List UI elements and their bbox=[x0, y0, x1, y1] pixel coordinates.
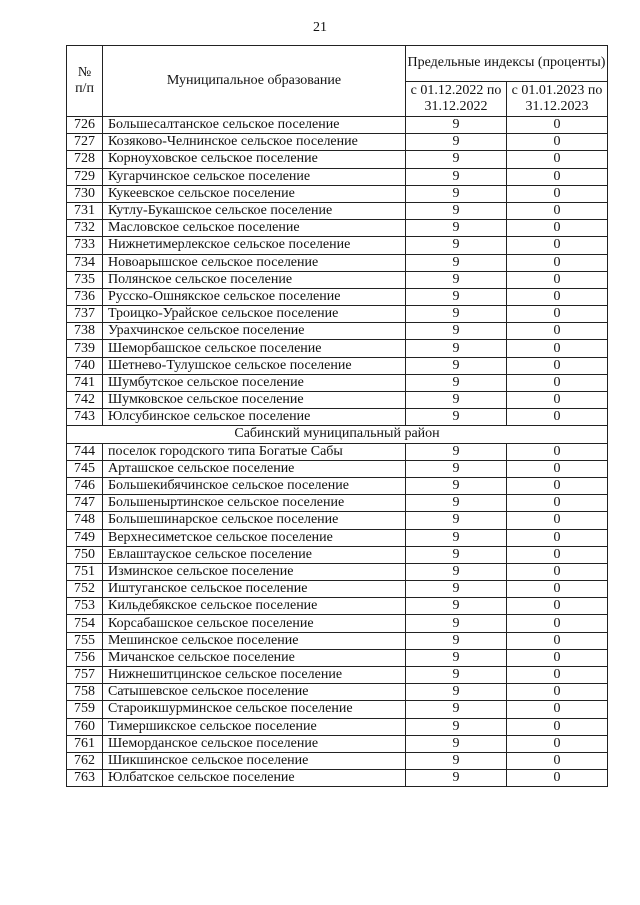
row-municipality: Шумбутское сельское поселение bbox=[103, 374, 406, 391]
row-municipality: Сатышевское сельское поселение bbox=[103, 684, 406, 701]
row-municipality: Шумковское сельское поселение bbox=[103, 392, 406, 409]
row-value-period-2: 0 bbox=[507, 202, 608, 219]
row-number: 763 bbox=[67, 770, 103, 787]
row-municipality: Шикшинское сельское поселение bbox=[103, 752, 406, 769]
row-value-period-2: 0 bbox=[507, 649, 608, 666]
table-row bbox=[67, 323, 608, 340]
row-number: 746 bbox=[67, 477, 103, 494]
row-value-period-1: 9 bbox=[406, 134, 507, 151]
table-row bbox=[67, 185, 608, 202]
row-municipality: Корноуховское сельское поселение bbox=[103, 151, 406, 168]
row-value-period-2: 0 bbox=[507, 615, 608, 632]
row-value-period-2: 0 bbox=[507, 546, 608, 563]
row-value-period-1: 9 bbox=[406, 701, 507, 718]
row-value-period-2: 0 bbox=[507, 581, 608, 598]
row-number: 726 bbox=[67, 117, 103, 134]
row-municipality: Мешинское сельское поселение bbox=[103, 632, 406, 649]
row-value-period-2: 0 bbox=[507, 168, 608, 185]
row-value-period-1: 9 bbox=[406, 220, 507, 237]
table-row bbox=[67, 598, 608, 615]
table-row bbox=[67, 649, 608, 666]
header-col-no: № п/п bbox=[67, 46, 103, 117]
row-value-period-1: 9 bbox=[406, 168, 507, 185]
row-value-period-1: 9 bbox=[406, 735, 507, 752]
row-municipality: Большекибячинское сельское поселение bbox=[103, 477, 406, 494]
row-value-period-1: 9 bbox=[406, 563, 507, 580]
row-municipality: Большеныртинское сельское поселение bbox=[103, 495, 406, 512]
table-row bbox=[67, 667, 608, 684]
row-number: 760 bbox=[67, 718, 103, 735]
table-row bbox=[67, 752, 608, 769]
table-row bbox=[67, 615, 608, 632]
table-row bbox=[67, 220, 608, 237]
table-row bbox=[67, 134, 608, 151]
row-number: 744 bbox=[67, 443, 103, 460]
row-municipality: Кильдебякское сельское поселение bbox=[103, 598, 406, 615]
row-value-period-2: 0 bbox=[507, 460, 608, 477]
row-municipality: Евлаштауское сельское поселение bbox=[103, 546, 406, 563]
row-number: 732 bbox=[67, 220, 103, 237]
row-value-period-1: 9 bbox=[406, 443, 507, 460]
table-row bbox=[67, 770, 608, 787]
row-number: 754 bbox=[67, 615, 103, 632]
row-value-period-1: 9 bbox=[406, 512, 507, 529]
row-municipality: Шеморданское сельское поселение bbox=[103, 735, 406, 752]
table-row bbox=[67, 460, 608, 477]
table-row bbox=[67, 151, 608, 168]
row-municipality: Масловское сельское поселение bbox=[103, 220, 406, 237]
row-value-period-2: 0 bbox=[507, 563, 608, 580]
row-number: 731 bbox=[67, 202, 103, 219]
header-col-limit-indices: Предельные индексы (проценты) bbox=[406, 46, 608, 82]
row-number: 748 bbox=[67, 512, 103, 529]
row-value-period-1: 9 bbox=[406, 306, 507, 323]
table-row bbox=[67, 254, 608, 271]
row-municipality: Корсабашское сельское поселение bbox=[103, 615, 406, 632]
header-col-period-1: с 01.12.2022 по 31.12.2022 bbox=[406, 81, 507, 117]
row-value-period-2: 0 bbox=[507, 306, 608, 323]
row-number: 753 bbox=[67, 598, 103, 615]
row-number: 761 bbox=[67, 735, 103, 752]
table-row bbox=[67, 546, 608, 563]
row-value-period-2: 0 bbox=[507, 340, 608, 357]
row-number: 758 bbox=[67, 684, 103, 701]
row-value-period-1: 9 bbox=[406, 546, 507, 563]
row-number: 737 bbox=[67, 306, 103, 323]
row-value-period-2: 0 bbox=[507, 701, 608, 718]
row-value-period-2: 0 bbox=[507, 684, 608, 701]
row-municipality: Шетнево-Тулушское сельское поселение bbox=[103, 357, 406, 374]
row-municipality: Юлбатское сельское поселение bbox=[103, 770, 406, 787]
row-value-period-1: 9 bbox=[406, 529, 507, 546]
row-number: 727 bbox=[67, 134, 103, 151]
row-value-period-1: 9 bbox=[406, 770, 507, 787]
row-value-period-1: 9 bbox=[406, 598, 507, 615]
row-number: 738 bbox=[67, 323, 103, 340]
row-value-period-1: 9 bbox=[406, 460, 507, 477]
row-number: 752 bbox=[67, 581, 103, 598]
table-row bbox=[67, 632, 608, 649]
row-value-period-2: 0 bbox=[507, 117, 608, 134]
table-body bbox=[67, 46, 608, 787]
row-number: 733 bbox=[67, 237, 103, 254]
table-row bbox=[67, 117, 608, 134]
row-municipality: Русско-Ошнякское сельское поселение bbox=[103, 288, 406, 305]
row-value-period-1: 9 bbox=[406, 684, 507, 701]
row-value-period-1: 9 bbox=[406, 374, 507, 391]
row-municipality: Тимершикское сельское поселение bbox=[103, 718, 406, 735]
table-row bbox=[67, 443, 608, 460]
table-row bbox=[67, 237, 608, 254]
header-col-municipality: Муниципальное образование bbox=[103, 46, 406, 117]
row-value-period-2: 0 bbox=[507, 770, 608, 787]
row-value-period-1: 9 bbox=[406, 271, 507, 288]
row-value-period-2: 0 bbox=[507, 288, 608, 305]
table-row bbox=[67, 581, 608, 598]
row-number: 745 bbox=[67, 460, 103, 477]
row-value-period-2: 0 bbox=[507, 323, 608, 340]
row-value-period-2: 0 bbox=[507, 374, 608, 391]
table-row bbox=[67, 529, 608, 546]
row-value-period-2: 0 bbox=[507, 598, 608, 615]
section-title: Сабинский муниципальный район bbox=[67, 426, 608, 443]
row-municipality: Нижнешитцинское сельское поселение bbox=[103, 667, 406, 684]
table-row bbox=[67, 563, 608, 580]
row-value-period-1: 9 bbox=[406, 392, 507, 409]
row-value-period-2: 0 bbox=[507, 185, 608, 202]
table-row bbox=[67, 735, 608, 752]
row-number: 747 bbox=[67, 495, 103, 512]
row-value-period-2: 0 bbox=[507, 220, 608, 237]
header-col-period-2: с 01.01.2023 по 31.12.2023 bbox=[507, 81, 608, 117]
table-row bbox=[67, 288, 608, 305]
row-municipality: Большесалтанское сельское поселение bbox=[103, 117, 406, 134]
row-number: 729 bbox=[67, 168, 103, 185]
table-row bbox=[67, 271, 608, 288]
row-municipality: Новоарышское сельское поселение bbox=[103, 254, 406, 271]
row-value-period-1: 9 bbox=[406, 615, 507, 632]
table-row bbox=[67, 168, 608, 185]
row-value-period-1: 9 bbox=[406, 752, 507, 769]
table-row bbox=[67, 306, 608, 323]
row-value-period-1: 9 bbox=[406, 254, 507, 271]
row-value-period-2: 0 bbox=[507, 632, 608, 649]
row-number: 740 bbox=[67, 357, 103, 374]
row-value-period-1: 9 bbox=[406, 477, 507, 494]
row-value-period-1: 9 bbox=[406, 495, 507, 512]
row-municipality: Кугарчинское сельское поселение bbox=[103, 168, 406, 185]
row-value-period-2: 0 bbox=[507, 443, 608, 460]
row-value-period-2: 0 bbox=[507, 271, 608, 288]
limit-indices-table bbox=[66, 45, 608, 787]
row-municipality: Изминское сельское поселение bbox=[103, 563, 406, 580]
row-number: 759 bbox=[67, 701, 103, 718]
table-row bbox=[67, 202, 608, 219]
row-value-period-1: 9 bbox=[406, 237, 507, 254]
row-number: 750 bbox=[67, 546, 103, 563]
row-municipality: Староикшурминское сельское поселение bbox=[103, 701, 406, 718]
row-number: 755 bbox=[67, 632, 103, 649]
row-value-period-2: 0 bbox=[507, 512, 608, 529]
row-value-period-1: 9 bbox=[406, 202, 507, 219]
row-value-period-2: 0 bbox=[507, 529, 608, 546]
row-value-period-2: 0 bbox=[507, 237, 608, 254]
row-value-period-1: 9 bbox=[406, 117, 507, 134]
row-value-period-2: 0 bbox=[507, 735, 608, 752]
row-value-period-2: 0 bbox=[507, 718, 608, 735]
row-value-period-1: 9 bbox=[406, 323, 507, 340]
row-value-period-2: 0 bbox=[507, 254, 608, 271]
row-municipality: Большешинарское сельское поселение bbox=[103, 512, 406, 529]
row-municipality: Арташское сельское поселение bbox=[103, 460, 406, 477]
row-value-period-1: 9 bbox=[406, 357, 507, 374]
row-number: 736 bbox=[67, 288, 103, 305]
row-value-period-1: 9 bbox=[406, 667, 507, 684]
row-value-period-1: 9 bbox=[406, 340, 507, 357]
row-value-period-2: 0 bbox=[507, 392, 608, 409]
table-row bbox=[67, 684, 608, 701]
row-value-period-2: 0 bbox=[507, 667, 608, 684]
row-value-period-1: 9 bbox=[406, 288, 507, 305]
row-number: 742 bbox=[67, 392, 103, 409]
row-number: 741 bbox=[67, 374, 103, 391]
row-municipality: Иштуганское сельское поселение bbox=[103, 581, 406, 598]
row-municipality: Урахчинское сельское поселение bbox=[103, 323, 406, 340]
table-row bbox=[67, 495, 608, 512]
row-municipality: Кукеевское сельское поселение bbox=[103, 185, 406, 202]
row-value-period-1: 9 bbox=[406, 581, 507, 598]
row-value-period-1: 9 bbox=[406, 185, 507, 202]
row-municipality: Шеморбашское сельское поселение bbox=[103, 340, 406, 357]
page-number: 21 bbox=[313, 20, 327, 35]
row-number: 743 bbox=[67, 409, 103, 426]
row-number: 749 bbox=[67, 529, 103, 546]
row-number: 739 bbox=[67, 340, 103, 357]
row-value-period-2: 0 bbox=[507, 134, 608, 151]
row-number: 735 bbox=[67, 271, 103, 288]
row-value-period-2: 0 bbox=[507, 752, 608, 769]
row-municipality: Кутлу-Букашское сельское поселение bbox=[103, 202, 406, 219]
table-row bbox=[67, 718, 608, 735]
row-number: 730 bbox=[67, 185, 103, 202]
row-value-period-2: 0 bbox=[507, 495, 608, 512]
row-municipality: поселок городского типа Богатые Сабы bbox=[103, 443, 406, 460]
row-number: 728 bbox=[67, 151, 103, 168]
row-value-period-2: 0 bbox=[507, 357, 608, 374]
header-row-1 bbox=[67, 46, 608, 82]
row-number: 751 bbox=[67, 563, 103, 580]
table-row bbox=[67, 512, 608, 529]
table-row bbox=[67, 357, 608, 374]
table-row bbox=[67, 340, 608, 357]
row-municipality: Полянское сельское поселение bbox=[103, 271, 406, 288]
row-number: 756 bbox=[67, 649, 103, 666]
row-value-period-2: 0 bbox=[507, 409, 608, 426]
row-value-period-1: 9 bbox=[406, 151, 507, 168]
row-municipality: Мичанское сельское поселение bbox=[103, 649, 406, 666]
table-row bbox=[67, 409, 608, 426]
row-municipality: Верхнесиметское сельское поселение bbox=[103, 529, 406, 546]
row-municipality: Козяково-Челнинское сельское поселение bbox=[103, 134, 406, 151]
row-value-period-2: 0 bbox=[507, 151, 608, 168]
row-value-period-2: 0 bbox=[507, 477, 608, 494]
row-municipality: Нижнетимерлекское сельское поселение bbox=[103, 237, 406, 254]
row-value-period-1: 9 bbox=[406, 632, 507, 649]
table-row bbox=[67, 477, 608, 494]
table-row bbox=[67, 701, 608, 718]
row-value-period-1: 9 bbox=[406, 718, 507, 735]
row-value-period-1: 9 bbox=[406, 649, 507, 666]
row-number: 757 bbox=[67, 667, 103, 684]
row-municipality: Троицко-Урайское сельское поселение bbox=[103, 306, 406, 323]
section-row bbox=[67, 426, 608, 443]
row-number: 734 bbox=[67, 254, 103, 271]
table-row bbox=[67, 374, 608, 391]
row-number: 762 bbox=[67, 752, 103, 769]
table-row bbox=[67, 392, 608, 409]
row-value-period-1: 9 bbox=[406, 409, 507, 426]
row-municipality: Юлсубинское сельское поселение bbox=[103, 409, 406, 426]
